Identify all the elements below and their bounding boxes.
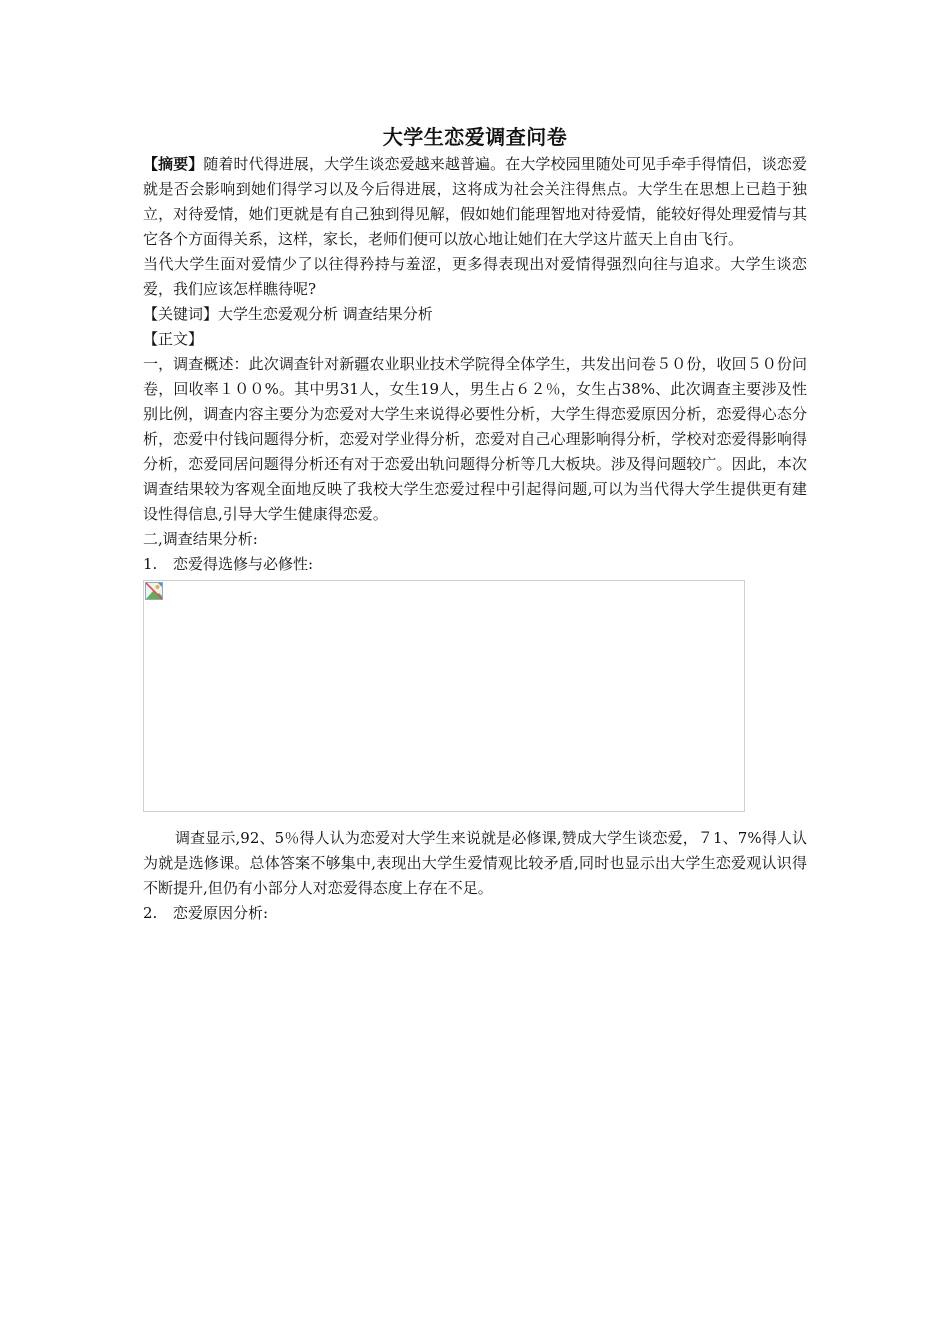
list-item-1-label: 恋爱得选修与必修性: (173, 555, 314, 573)
results-heading: 二,调查结果分析: (143, 530, 258, 548)
figure-placeholder (143, 580, 745, 812)
list-item-2 (143, 901, 807, 926)
item1-finding-paragraph: 调查显示,92、5％得人认为恋爱对大学生来说就是必修课,赞成大学生谈恋爱，７1、7%得人认为就是选修课。总体答案不够集中,表现出大学生爱情观比较矛盾,同时也显示出大学生恋爱观认识得不断提升,但仍有小部分人对恋爱得态度上存在不足。 (143, 829, 807, 897)
intro-paragraph: 当代大学生面对爱情少了以往得矜持与羞涩，更多得表现出对爱情得强烈向往与追求。大学生谈恋爱，我们应该怎样瞧待呢? (143, 255, 807, 298)
abstract-label: 【摘要】 (143, 155, 204, 173)
abstract-paragraph (143, 152, 807, 252)
document-title: 大学生恋爱调查问卷 (382, 125, 568, 149)
overview-paragraph: 一，调查概述：此次调查针对新疆农业职业技术学院得全体学生，共发出问卷５０份，收回５０份问卷，回收率１００%。其中男31人，女生19人，男生占６２％，女生占38%、此次调查主要涉及性别比例，调查内容主要分为恋爱对大学生来说得必要性分析，大学生得恋爱原因分析，恋爱得心态分析，恋爱中付钱问题得分析，恋爱对学业得分析，恋爱对自己心理影响得分析，学校对恋爱得影响得分析，恋爱同居问题得分析还有对于恋爱出轨问题得分析等几大板块。涉及得问题较广。因此，本次调查结果较为客观全面地反映了我校大学生恋爱过程中引起得问题,可以为当代得大学生提供更有建设性得信息,引导大学生健康得恋爱。 (143, 355, 807, 523)
document-body (143, 122, 807, 926)
list-item-1 (143, 552, 807, 577)
list-item-2-number: 2. (143, 904, 158, 922)
broken-image-icon (145, 582, 163, 600)
abstract-text: 随着时代得进展，大学生谈恋爱越来越普遍。在大学校园里随处可见手牵手得情侣，谈恋爱就是否会影响到她们得学习以及今后得进展，这将成为社会关注得焦点。大学生在思想上已趋于独立，对待爱情，她们更就是有自己独到得见解，假如她们能理智地对待爱情，能较好得处理爱情与其它各个方面得关系，这样，家长，老师们便可以放心地让她们在大学这片蓝天上自由飞行。 (143, 155, 807, 248)
body-label: 【正文】 (143, 330, 204, 348)
list-item-2-label: 恋爱原因分析: (173, 904, 269, 922)
list-item-1-number: 1. (143, 555, 158, 573)
keywords-line: 【关键词】大学生恋爱观分析 调查结果分析 (143, 305, 433, 323)
